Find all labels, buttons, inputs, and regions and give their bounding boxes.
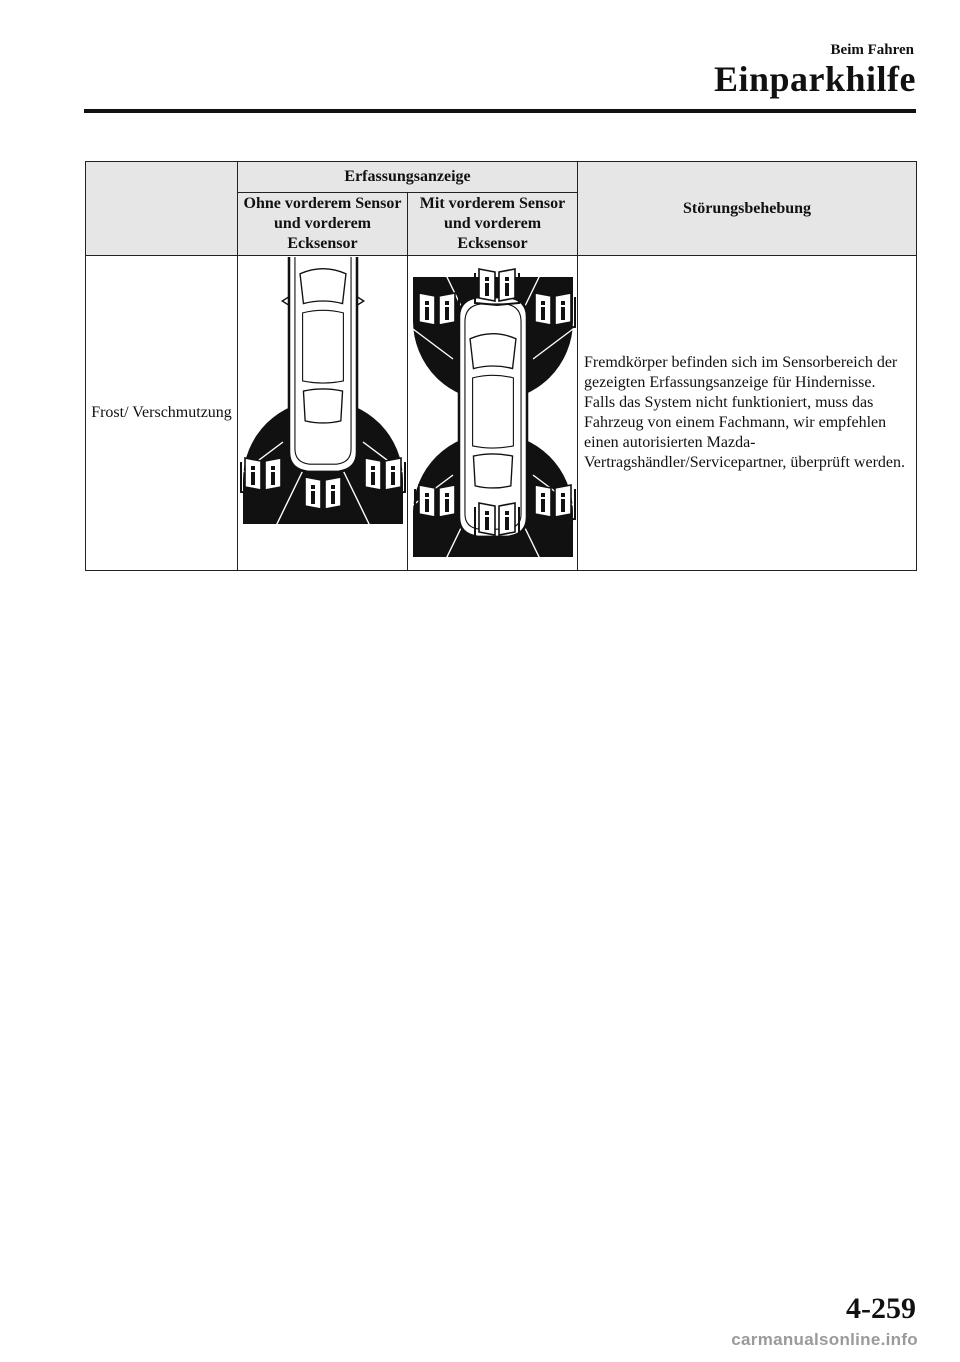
detection-display-header: Erfassungsanzeige: [238, 162, 578, 193]
without-front-sensor-header: Ohne vorderem Sensor und vorderem Ecksensor: [238, 193, 408, 256]
watermark-link[interactable]: carmanualsonline.info: [731, 1330, 918, 1349]
cause-cell: [86, 256, 238, 571]
cause-text: Frost/ Verschmutzung: [91, 404, 232, 421]
remedy-text: Fremdkörper befinden sich im Sensorbereich der gezeigten Erfassungsanzeige für Hindernisse. Falls das System nicht funktioniert, muss das Fahrzeug von einem Fachmann, wir empfehlen einen autorisierten Mazda-Vertragshändler/Servicepartner, überprüft werden.: [584, 354, 906, 471]
remedy-cell: [578, 256, 917, 571]
parking-sensor-front-rear-diagram: [409, 257, 577, 569]
diagram-without-front-sensor: [238, 256, 408, 571]
remedy-header: Störungsbehebung: [578, 162, 917, 256]
empty-header-cell: [86, 162, 238, 256]
with-front-sensor-header: Mit vorderem Sensor und vorderem Ecksensor: [408, 193, 578, 256]
page-number: 4-259: [846, 1292, 916, 1325]
table-row: [86, 256, 917, 571]
page-title: Einparkhilfe: [713, 59, 916, 99]
parking-sensor-rear-diagram: [239, 257, 407, 569]
diagram-with-front-sensor: [408, 256, 578, 571]
section-label: Beim Fahren: [830, 42, 914, 58]
header-rule: [84, 109, 916, 113]
troubleshooting-table: [85, 161, 917, 571]
